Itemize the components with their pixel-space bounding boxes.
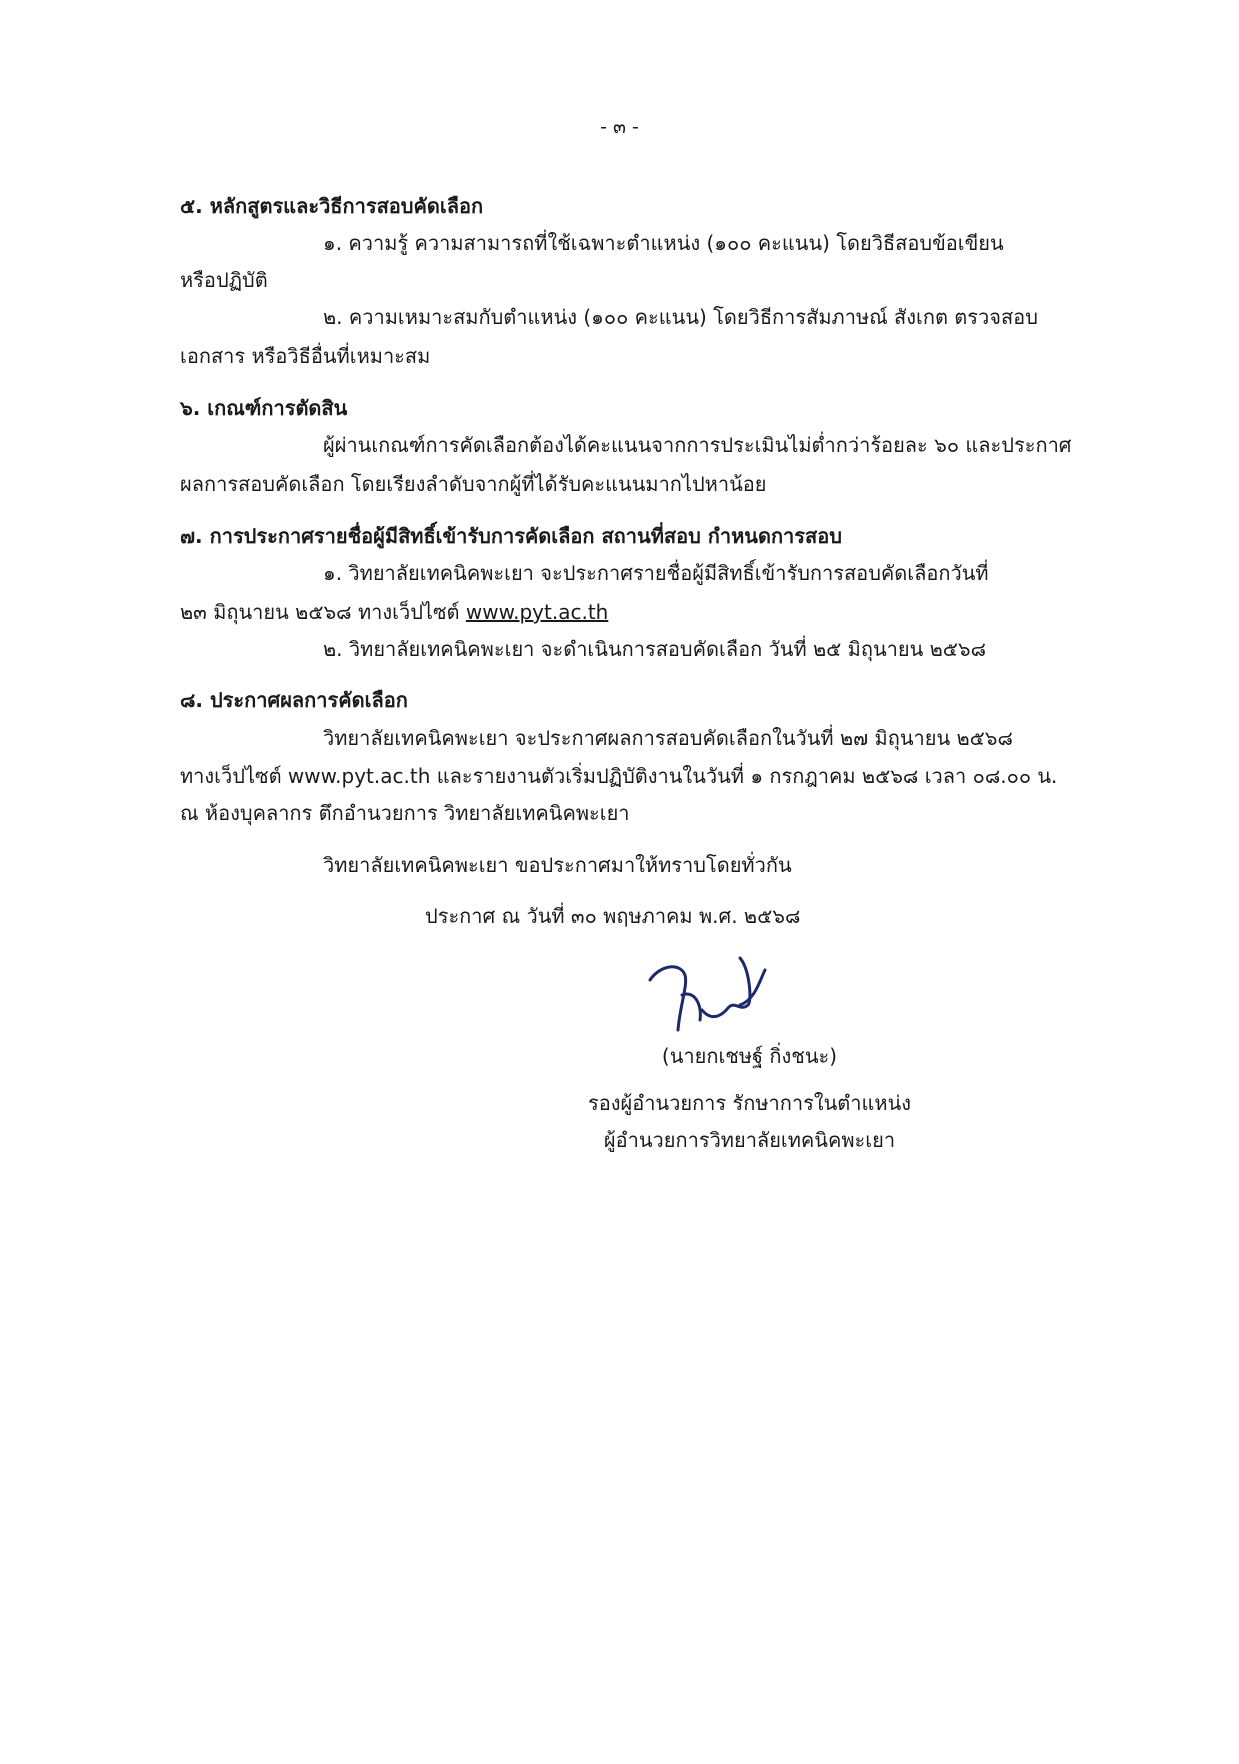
section-8-heading: ๘. ประกาศผลการคัดเลือก [180,688,408,712]
section-6-line-1: ผู้ผ่านเกณฑ์การคัดเลือกต้องได้คะแนนจากการประเมินไม่ต่ำกว่าร้อยละ ๖๐ และประกาศ [323,433,1072,457]
signatory-name: (นายกเชษฐ์ กิ่งชนะ) [661,1044,838,1068]
section-7-heading: ๗. การประกาศรายชื่อผู้มีสิทธิ์เข้ารับการคัดเลือก สถานที่สอบ กำหนดการสอบ [180,524,842,548]
section-7-item-2: ๒. วิทยาลัยเทคนิคพะเยา จะดำเนินการสอบคัดเลือก วันที่ ๒๕ มิถุนายน ๒๕๖๘ [323,637,987,661]
section-8-line-1: วิทยาลัยเทคนิคพะเยา จะประกาศผลการสอบคัดเลือกในวันที่ ๒๗ มิถุนายน ๒๕๖๘ [323,726,1013,750]
section-5-item-1-text: ๑. ความรู้ ความสามารถที่ใช้เฉพาะตำแหน่ง (๑๐๐ คะแนน) โดยวิธีสอบข้อเขียน [323,231,1004,255]
handwritten-signature [640,950,790,1045]
section-7-item-1-line-2 [180,596,608,628]
section-5-item-2-line-2: เอกสาร หรือวิธีอื่นที่เหมาะสม [180,344,431,368]
section-5-item-2-line-1: ๒. ความเหมาะสมกับตำแหน่ง (๑๐๐ คะแนน) โดยวิธีการสัมภาษณ์ สังเกต ตรวจสอบ [323,305,1038,329]
section-7-item-1-date: ๒๓ มิถุนายน ๒๕๖๘ ทางเว็ปไซต์ [180,600,466,624]
page-number: - ๓ - [600,116,639,138]
section-6-heading: ๖. เกณฑ์การตัดสิน [180,396,348,420]
section-7-item-1-line-1: ๑. วิทยาลัยเทคนิคพะเยา จะประกาศรายชื่อผู้มีสิทธิ์เข้ารับการสอบคัดเลือกวันที่ [323,561,989,585]
section-6-line-2: ผลการสอบคัดเลือก โดยเรียงลำดับจากผู้ที่ได้รับคะแนนมากไปหาน้อย [180,472,767,496]
section-5-item-1-line-2: หรือปฏิบัติ [180,268,268,292]
closing-announcement: วิทยาลัยเทคนิคพะเยา ขอประกาศมาให้ทราบโดยทั่วกัน [323,853,792,877]
section-8-line-3: ณ ห้องบุคลากร ตึกอำนวยการ วิทยาลัยเทคนิคพะเยา [180,801,630,825]
section-5-heading: ๕. หลักสูตรและวิธีการสอบคัดเลือก [180,194,484,218]
website-link[interactable]: www.pyt.ac.th [465,600,609,624]
section-5-item-1-line-1 [323,227,1028,259]
signatory-title-1: รองผู้อำนวยการ รักษาการในตำแหน่ง [587,1091,912,1115]
signatory-title-2: ผู้อำนวยการวิทยาลัยเทคนิคพะเยา [603,1128,896,1152]
section-8-line-2: ทางเว็ปไซต์ www.pyt.ac.th และรายงานตัวเริ่มปฏิบัติงานในวันที่ ๑ กรกฎาคม ๒๕๖๘ เวลา ๐๘.๐๐ น. [180,764,1058,788]
announcement-date: ประกาศ ณ วันที่ ๓๐ พฤษภาคม พ.ศ. ๒๕๖๘ [425,904,801,928]
